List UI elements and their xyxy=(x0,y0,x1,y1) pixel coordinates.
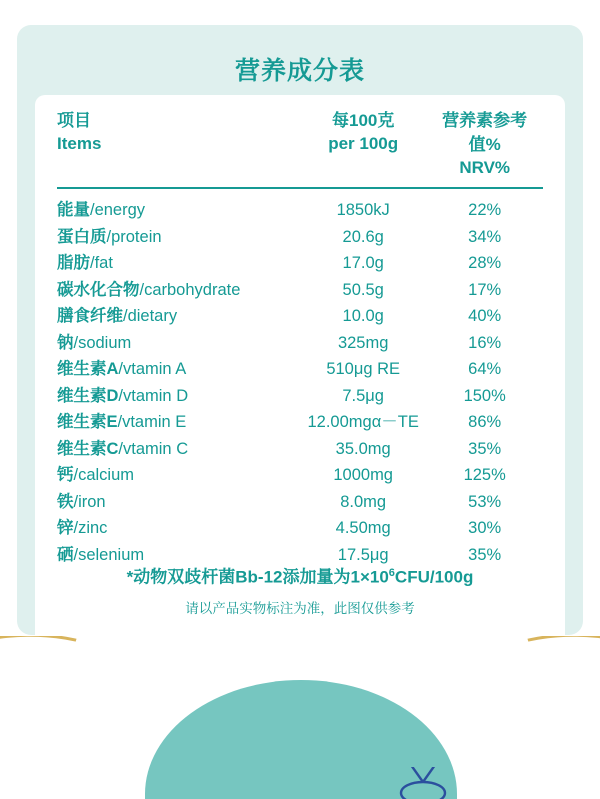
header-divider-row xyxy=(57,179,543,197)
nutrient-name-cn: 维生素E xyxy=(57,413,118,431)
nutrient-name-en: /fat xyxy=(90,254,113,272)
nutrient-name-en: /dietary xyxy=(123,307,178,325)
column-header-nrv-cn: 营养素参考值% xyxy=(442,111,528,154)
nutrient-name-cn: 维生素C xyxy=(57,439,119,458)
nutrient-name-en: /protein xyxy=(106,227,162,246)
nutrient-amount-cell: 510μg RE xyxy=(326,360,401,378)
nutrient-name-en: /selenium xyxy=(73,545,145,564)
table-row xyxy=(57,356,543,383)
table-row xyxy=(57,383,543,410)
column-header-value-en: per 100g xyxy=(328,134,399,153)
nutrient-amount-cell: 4.50mg xyxy=(335,519,391,537)
nutrition-table xyxy=(57,109,543,568)
nutrient-name-cn: 碳水化合物 xyxy=(57,280,140,299)
nutrient-nrv-cell: 22% xyxy=(468,201,502,219)
nutrient-name-cell xyxy=(57,277,300,304)
nutrient-name-cn: 膳食纤维 xyxy=(57,307,123,325)
table-row xyxy=(57,197,543,224)
table-row xyxy=(57,515,543,542)
nutrient-nrv-cell: 17% xyxy=(468,280,502,299)
table-row xyxy=(57,330,543,357)
nutrient-name-cn: 维生素D xyxy=(57,386,119,405)
nutrient-nrv-cell: 35% xyxy=(468,439,502,458)
nutrient-amount-cell: 17.5μg xyxy=(337,545,389,564)
table-row xyxy=(57,409,543,436)
nutrient-name-cn: 能量 xyxy=(57,201,90,219)
column-header-nrv xyxy=(426,109,543,179)
decorative-artwork xyxy=(0,636,600,799)
nutrient-name-cell xyxy=(57,303,300,330)
nutrient-name-en: /carbohydrate xyxy=(139,280,241,299)
nutrient-name-cell xyxy=(57,197,300,224)
column-header-value xyxy=(300,109,426,179)
nutrient-name-cell xyxy=(57,409,300,436)
column-header-item-cn: 项目 xyxy=(57,111,91,130)
nutrient-name-cn: 钠 xyxy=(57,333,74,352)
nutrient-name-en: /energy xyxy=(90,201,146,219)
table-row xyxy=(57,277,543,304)
footnote-probiotic-exponent: 6 xyxy=(388,567,395,580)
nutrient-name-en: /vtamin A xyxy=(118,360,187,378)
nutrient-name-en: /vtamin E xyxy=(117,413,187,431)
footnote-probiotic-before: *动物双歧杆菌Bb-12添加量为1×10 xyxy=(126,568,389,587)
nutrient-name-en: /calcium xyxy=(73,466,135,484)
divider xyxy=(57,187,543,189)
nutrient-name-cn: 锌 xyxy=(57,519,74,537)
table-header xyxy=(57,109,543,197)
table-header-row xyxy=(57,109,543,179)
nutrient-nrv-cell: 30% xyxy=(468,519,502,537)
column-header-value-cn: 每100克 xyxy=(331,111,395,130)
nutrient-nrv-cell: 35% xyxy=(468,545,502,564)
nutrient-name-cn: 蛋白质 xyxy=(57,227,107,246)
table-row xyxy=(57,250,543,277)
nutrient-name-en: /zinc xyxy=(73,519,108,537)
nutrient-amount-cell: 17.0g xyxy=(342,254,384,272)
page-title: 营养成分表 xyxy=(234,57,365,85)
nutrient-name-cell xyxy=(57,250,300,277)
nutrient-nrv-cell: 28% xyxy=(468,254,502,272)
nutrient-name-cn: 硒 xyxy=(57,545,74,564)
nutrient-name-cell xyxy=(57,383,300,410)
footnote-probiotic xyxy=(17,560,583,591)
nutrient-nrv-cell: 53% xyxy=(468,492,502,511)
nutrient-name-cell xyxy=(57,515,300,542)
nutrient-amount-cell: 20.6g xyxy=(342,227,384,246)
nutrient-name-cn: 脂肪 xyxy=(57,254,90,272)
nutrient-name-cell xyxy=(57,489,300,516)
nutrient-nrv-cell: 86% xyxy=(468,413,502,431)
footnote-disclaimer: 请以产品实物标注为准，此图仅供参考 xyxy=(185,601,415,616)
table-body xyxy=(57,197,543,568)
table-row xyxy=(57,436,543,463)
nutrient-amount-cell: 325mg xyxy=(337,333,389,352)
table-row xyxy=(57,489,543,516)
column-header-item-en: Items xyxy=(57,134,102,153)
nutrition-facts-card xyxy=(17,25,583,635)
table-row xyxy=(57,224,543,251)
nutrient-amount-cell: 8.0mg xyxy=(340,492,387,511)
nutrient-amount-cell: 1850kJ xyxy=(336,201,390,219)
nutrient-name-cn: 铁 xyxy=(57,492,74,511)
footnote-probiotic-after: CFU/100g xyxy=(394,568,474,587)
nutrient-amount-cell: 7.5μg xyxy=(342,386,384,405)
spoon-icon xyxy=(386,767,460,799)
nutrient-name-en: /iron xyxy=(73,492,106,511)
nutrient-name-en: /vtamin C xyxy=(118,439,189,458)
nutrient-nrv-cell: 125% xyxy=(463,466,506,484)
nutrient-name-cell xyxy=(57,436,300,463)
nutrient-name-cn: 维生素A xyxy=(57,360,119,378)
nutrient-name-en: /vtamin D xyxy=(118,386,189,405)
nutrient-amount-cell: 12.00mgα－TE xyxy=(307,413,419,431)
nutrient-nrv-cell: 16% xyxy=(468,333,502,352)
column-header-item xyxy=(57,109,300,179)
nutrition-table-panel xyxy=(35,95,565,635)
nutrient-amount-cell: 35.0mg xyxy=(335,439,391,458)
nutrient-name-en: /sodium xyxy=(73,333,132,352)
nutrient-nrv-cell: 150% xyxy=(463,386,506,405)
footnotes xyxy=(17,560,583,621)
nutrient-name-cell xyxy=(57,224,300,251)
nutrient-nrv-cell: 40% xyxy=(468,307,502,325)
nutrient-amount-cell: 1000mg xyxy=(333,466,393,484)
nutrient-name-cn: 钙 xyxy=(57,466,74,484)
nutrient-name-cell xyxy=(57,462,300,489)
table-row xyxy=(57,303,543,330)
nutrient-name-cell xyxy=(57,330,300,357)
nutrient-nrv-cell: 64% xyxy=(468,360,502,378)
nutrient-amount-cell: 50.5g xyxy=(342,280,384,299)
nutrient-amount-cell: 10.0g xyxy=(342,307,384,325)
table-row xyxy=(57,462,543,489)
nutrient-nrv-cell: 34% xyxy=(468,227,502,246)
header-divider-cell xyxy=(57,179,543,197)
column-header-nrv-en: NRV% xyxy=(459,158,511,177)
nutrient-name-cell xyxy=(57,356,300,383)
